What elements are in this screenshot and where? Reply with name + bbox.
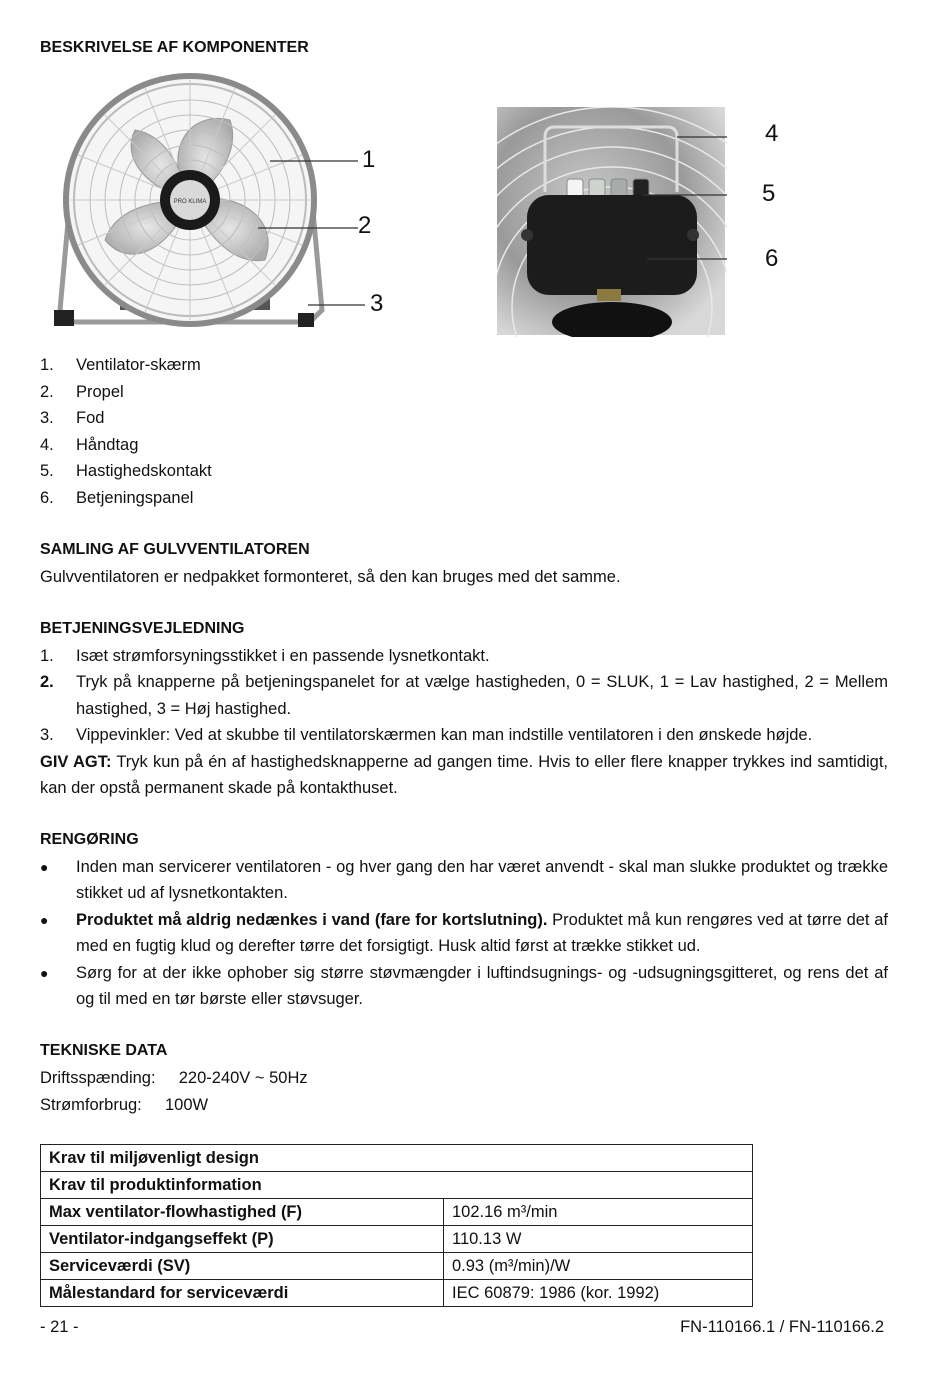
step-number: 1. [40, 646, 54, 665]
list-item: Håndtag [76, 435, 139, 454]
table-row [41, 1226, 753, 1253]
cleaning-item [76, 907, 888, 960]
callout-2: 2 [358, 212, 372, 239]
list-number: 3. [40, 409, 54, 427]
model-number: FN-110166.1 / FN-110166.2 [680, 1318, 884, 1336]
cleaning-item [76, 960, 888, 1013]
callout-4: 4 [765, 120, 779, 147]
components-heading: BESKRIVELSE AF KOMPONENTER [40, 39, 309, 56]
table-row [41, 1172, 753, 1199]
callout-1: 1 [362, 146, 376, 173]
list-number: 5. [40, 462, 54, 480]
table-value: 0.93 (m³/min)/W [444, 1253, 753, 1280]
table-value: 102.16 m³/min [444, 1199, 753, 1226]
callout-3: 3 [370, 290, 384, 317]
cleaning-heading: RENGØRING [40, 831, 139, 848]
power-row [40, 1092, 208, 1118]
table-title-2: Krav til produktinformation [41, 1172, 753, 1199]
warning-text: Tryk kun på én af hastighedsknapperne ad gangen time. Hvis to eller flere knapper trykkes ind samtidigt, kan der opstå permanent skade på kontakthuset. [40, 752, 889, 797]
fan-front-figure [40, 70, 400, 340]
fan-control-panel-figure [497, 107, 727, 337]
step-number: 2. [40, 673, 54, 691]
table-label: Serviceværdi (SV) [41, 1253, 444, 1280]
list-number: 4. [40, 435, 54, 454]
fan-brand-label: PRO KLIMA [173, 199, 207, 205]
cleaning-item-text: Sørg for at der ikke ophober sig større støvmængder i luftindsugnings- og -udsugningsgitteret, og rens det af og til med en tør børste eller støvsuger. [76, 963, 888, 1008]
power-value: 100W [164, 1095, 209, 1114]
step-text: Isæt strømforsyningsstikket i en passende lysnetkontakt. [76, 646, 490, 665]
power-label: Strømforbrug: [40, 1095, 142, 1114]
table-value: IEC 60879: 1986 (kor. 1992) [444, 1280, 753, 1307]
eco-design-table [40, 1144, 753, 1307]
warning-paragraph [40, 749, 888, 802]
table-row [41, 1280, 753, 1307]
list-item: Hastighedskontakt [76, 462, 212, 480]
callout-5: 5 [762, 180, 776, 207]
bullet: ● [40, 911, 49, 928]
cleaning-item-text: Produktet må kun rengøres ved at tørre det af med en fugtig klud og derefter tørre det forsigtigt. Husk altid først at trække stikket ud. [76, 910, 888, 955]
warning-label: GIV AGT: [40, 752, 112, 771]
cleaning-item-bold: Produktet må aldrig nedænkes i vand (fare for kortslutning). [76, 910, 548, 929]
bullet: ● [40, 858, 49, 875]
cleaning-item-text: Inden man servicerer ventilatoren - og hver gang den har været anvendt - skal man slukke produktet og trække stikket ud af lysnetkontakten. [76, 857, 888, 902]
list-item: Fod [76, 409, 105, 427]
bullet: ● [40, 964, 49, 981]
operation-heading: BETJENINGSVEJLEDNING [40, 620, 245, 637]
list-number: 2. [40, 382, 54, 401]
table-label: Max ventilator-flowhastighed (F) [41, 1199, 444, 1226]
step-text: Tryk på knapperne på betjeningspanelet for at vælge hastigheden, 0 = SLUK, 1 = Lav hastighed, 2 = Mellem hastighed, 3 = Høj hastighed. [76, 673, 888, 718]
list-item: Ventilator-skærm [76, 356, 201, 374]
table-row [41, 1145, 753, 1172]
assembly-heading: SAMLING AF GULVVENTILATOREN [40, 541, 310, 558]
page-number: - 21 - [40, 1318, 79, 1336]
voltage-label: Driftsspænding: [40, 1068, 156, 1087]
table-row [41, 1253, 753, 1280]
table-title-1: Krav til miljøvenligt design [41, 1145, 753, 1172]
step-text: Vippevinkler: Ved at skubbe til ventilatorskærmen kan man indstille ventilatoren i den ønskede højde. [76, 726, 813, 744]
table-label: Ventilator-indgangseffekt (P) [41, 1226, 444, 1253]
list-number: 1. [40, 356, 54, 374]
list-item: Betjeningspanel [76, 488, 194, 507]
table-value: 110.13 W [444, 1226, 753, 1253]
tech-heading: TEKNISKE DATA [40, 1042, 168, 1059]
callout-6: 6 [765, 245, 779, 272]
voltage-row [40, 1065, 308, 1091]
list-item: Propel [76, 382, 124, 401]
cleaning-item [76, 854, 888, 907]
table-row [41, 1199, 753, 1226]
voltage-value: 220-240V ~ 50Hz [178, 1068, 308, 1087]
list-number: 6. [40, 488, 54, 507]
step-number: 3. [40, 726, 54, 744]
assembly-text: Gulvventilatoren er nedpakket formonteret, så den kan bruges med det samme. [40, 567, 621, 586]
table-label: Målestandard for serviceværdi [41, 1280, 444, 1307]
